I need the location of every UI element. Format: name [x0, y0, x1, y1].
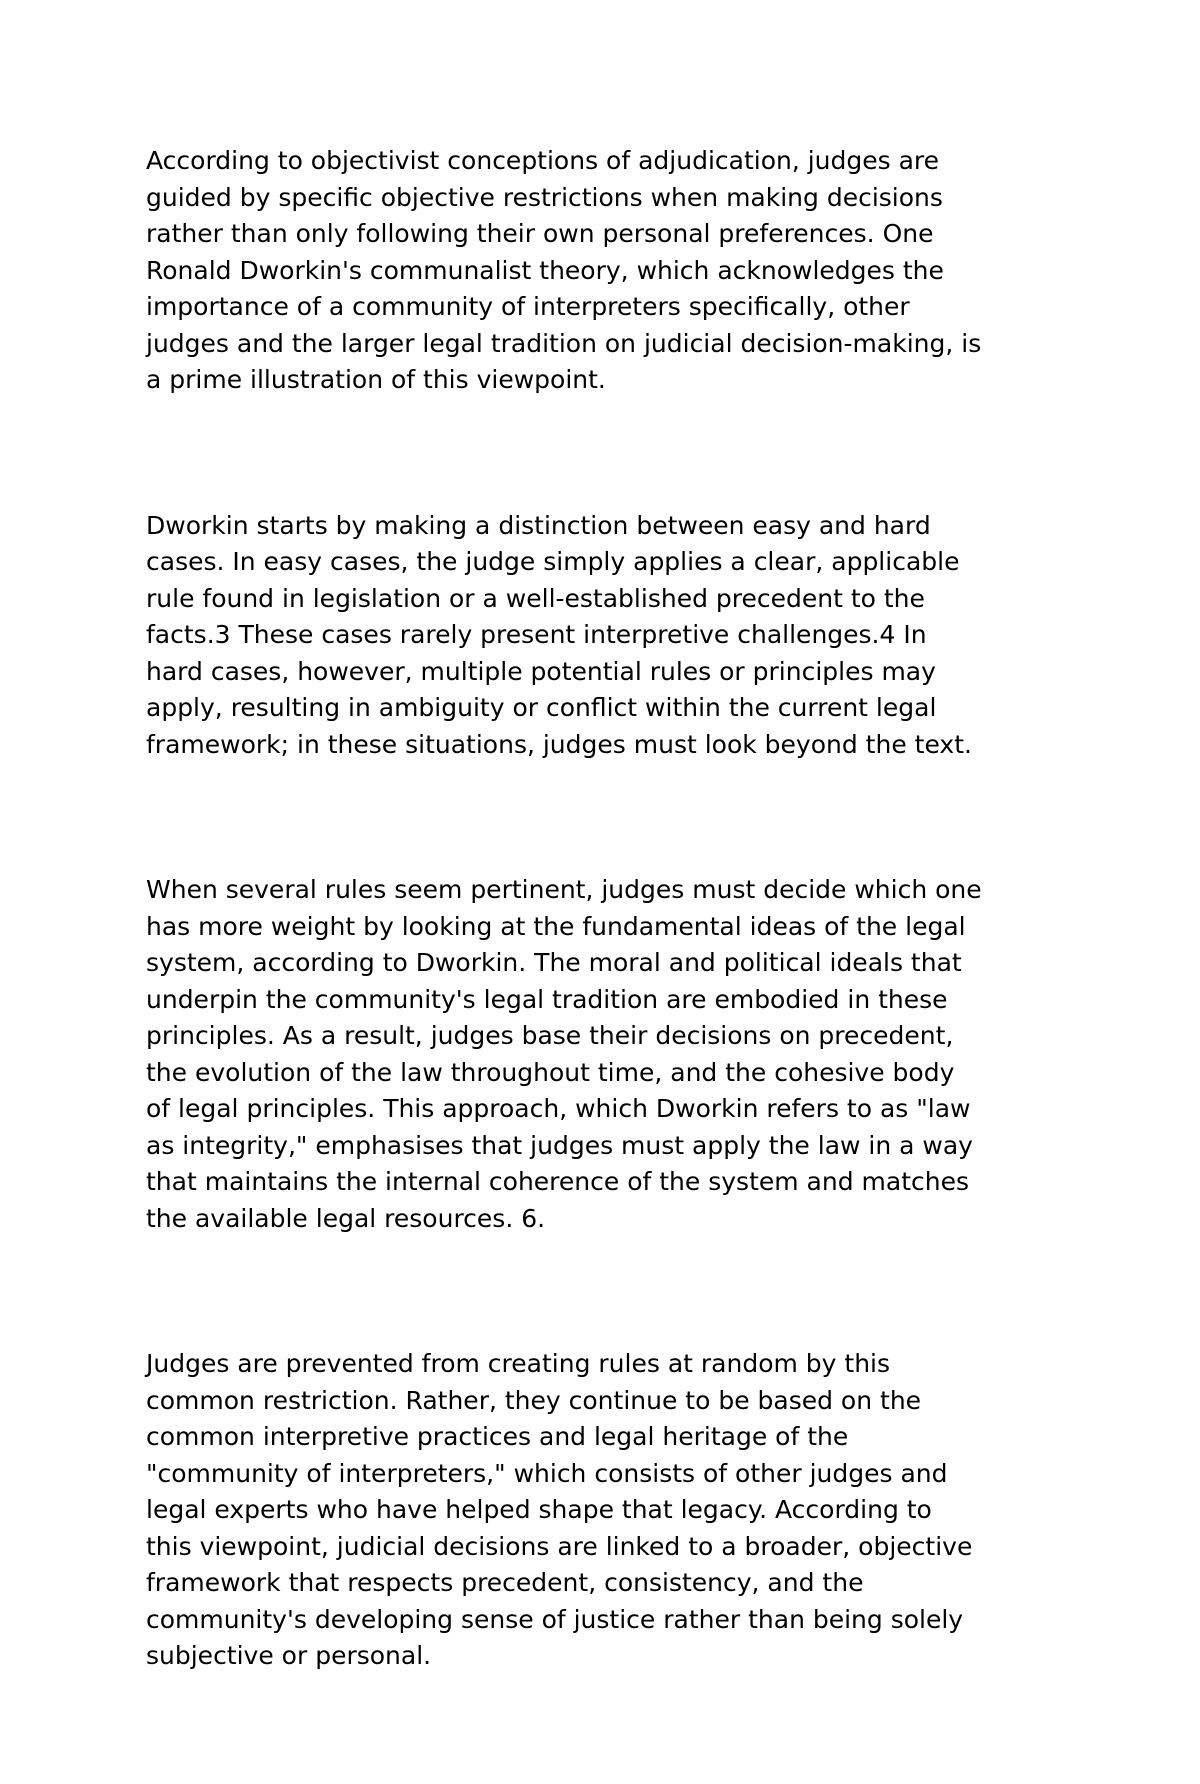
text-line: According to objectivist conceptions of adjudication, judges are [146, 146, 940, 175]
text-line: a prime illustration of this viewpoint. [146, 365, 606, 394]
text-line: Ronald Dworkin's communalist theory, which acknowledges the [146, 255, 944, 285]
text-line: the available legal resources. 6. [146, 1203, 546, 1233]
text-line: subjective or personal. [146, 1641, 432, 1670]
text-line: cases. In easy cases, the judge simply applies a clear, applicable [146, 547, 960, 576]
text-line: principles. As a result, judges base their decisions on precedent, [146, 1021, 954, 1050]
paragraph-4 [146, 1346, 1076, 1675]
text-line: When several rules seem pertinent, judges must decide which one [146, 875, 982, 904]
text-line: has more weight by looking at the fundamental ideas of the legal [146, 911, 966, 941]
document-body [146, 143, 1076, 1784]
text-line: underpin the community's legal tradition are embodied in these [146, 984, 948, 1014]
text-line: facts.3 These cases rarely present interpretive challenges.4 In [146, 620, 927, 649]
text-line: this viewpoint, judicial decisions are linked to a broader, objective [146, 1531, 973, 1561]
text-line: the evolution of the law throughout time, and the cohesive body [146, 1057, 955, 1087]
paragraph-3 [146, 872, 1076, 1237]
text-line: "community of interpreters," which consists of other judges and [146, 1458, 948, 1488]
text-line: judges and the larger legal tradition on judicial decision-making, is [146, 328, 982, 358]
paragraph-1 [146, 143, 1076, 399]
text-line: Dworkin starts by making a distinction between easy and hard [146, 510, 931, 540]
text-line: apply, resulting in ambiguity or conflict within the current legal [146, 693, 937, 722]
text-line: rule found in legislation or a well-established precedent to the [146, 583, 925, 613]
text-line: that maintains the internal coherence of the system and matches [146, 1167, 969, 1196]
text-line: hard cases, however, multiple potential rules or principles may [146, 656, 936, 686]
text-line: Judges are prevented from creating rules at random by this [146, 1349, 891, 1378]
paragraph-2 [146, 508, 1076, 764]
text-line: guided by specific objective restrictions when making decisions [146, 182, 943, 212]
text-line: framework; in these situations, judges must look beyond the text. [146, 729, 972, 759]
text-line: as integrity," emphasises that judges must apply the law in a way [146, 1130, 973, 1160]
text-line: framework that respects precedent, consistency, and the [146, 1568, 864, 1597]
text-line: system, according to Dworkin. The moral and political ideals that [146, 948, 962, 977]
text-line: of legal principles. This approach, which Dworkin refers to as "law [146, 1094, 971, 1123]
text-line: common restriction. Rather, they continue to be based on the [146, 1385, 922, 1415]
text-line: legal experts who have helped shape that legacy. According to [146, 1495, 932, 1524]
text-line: common interpretive practices and legal heritage of the [146, 1422, 849, 1451]
text-line: community's developing sense of justice rather than being solely [146, 1604, 964, 1634]
text-line: importance of a community of interpreters specifically, other [146, 292, 910, 321]
text-line: rather than only following their own personal preferences. One [146, 219, 934, 248]
